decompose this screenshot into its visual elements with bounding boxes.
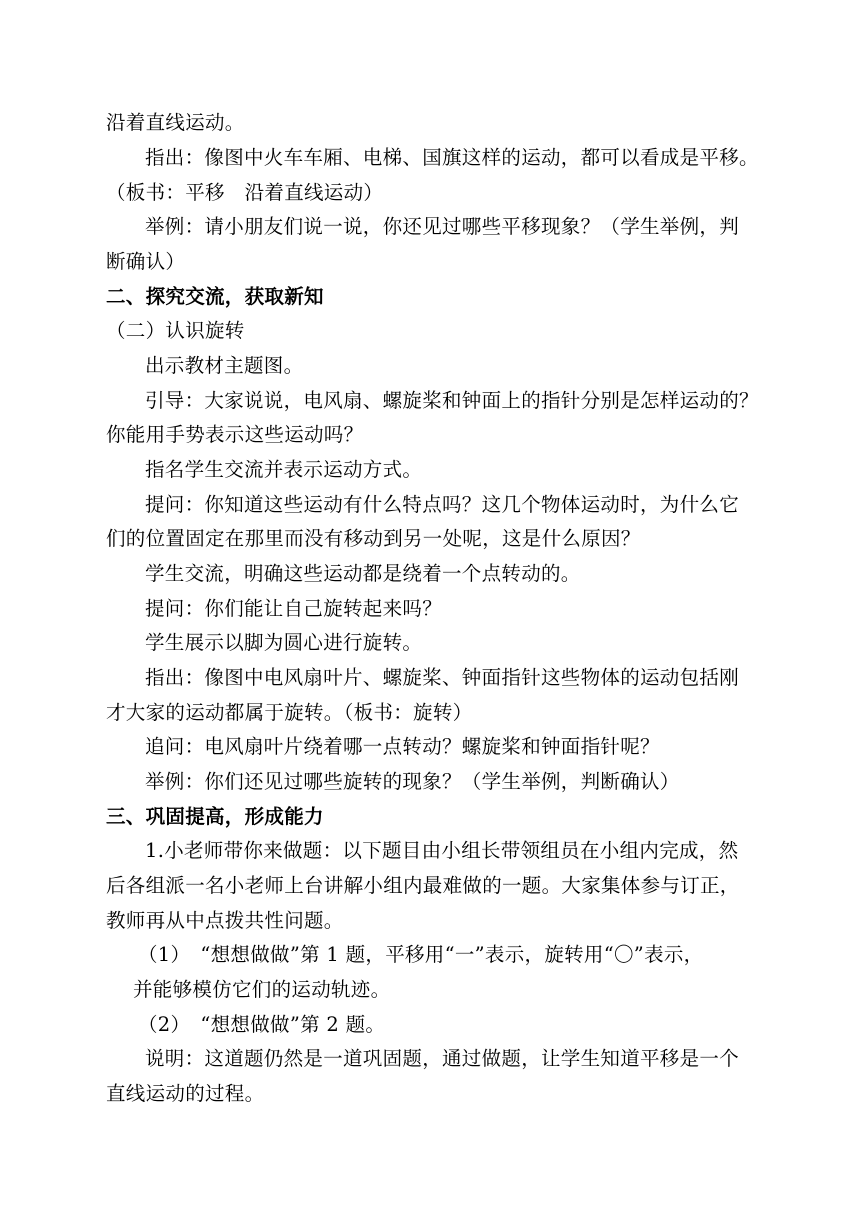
text-line: 指出：像图中火车车厢、电梯、国旗这样的运动，都可以看成是平移。 — [145, 146, 759, 169]
text-line: 1.小老师带你来做题：以下题目由小组长带领组员在小组内完成，然 — [145, 839, 739, 862]
text-line: 举例：你们还见过哪些旋转的现象？（学生举例，判断确认） — [145, 770, 680, 793]
section-heading: 二、探究交流，获取新知 — [106, 285, 324, 308]
subsection-heading: （二）认识旋转 — [106, 319, 245, 342]
text-line: （2） “想想做做”第 2 题。 — [138, 1013, 386, 1036]
text-line: 学生展示以脚为圆心进行旋转。 — [145, 631, 423, 654]
text-line: 教师再从中点拨共性问题。 — [106, 909, 344, 932]
text-line: 说明：这道题仍然是一道巩固题，通过做题，让学生知道平移是一个 — [145, 1047, 740, 1070]
text-line: 举例：请小朋友们说一说，你还见过哪些平移现象？（学生举例，判 — [145, 215, 740, 238]
text-line: 直线运动的过程。 — [106, 1082, 265, 1105]
text-line: 沿着直线运动。 — [106, 111, 245, 134]
text-line: 后各组派一名小老师上台讲解小组内最难做的一题。大家集体参与订正， — [106, 874, 740, 897]
text-line: 学生交流，明确这些运动都是绕着一个点转动的。 — [145, 562, 581, 585]
text-line: 出示教材主题图。 — [145, 354, 304, 377]
text-line: 提问：你们能让自己旋转起来吗？ — [145, 597, 443, 620]
section-heading: 三、巩固提高，形成能力 — [106, 805, 324, 828]
text-line: 你能用手势表示这些运动吗？ — [106, 423, 364, 446]
text-line: （1） “想想做做”第 1 题，平移用“一”表示，旋转用“〇”表示， — [138, 943, 704, 966]
text-line: 指名学生交流并表示运动方式。 — [145, 458, 423, 481]
text-line: 才大家的运动都属于旋转。（板书：旋转） — [106, 701, 473, 724]
text-line: 追问：电风扇叶片绕着哪一点转动？螺旋桨和钟面指针呢？ — [145, 735, 660, 758]
text-line: 指出：像图中电风扇叶片、螺旋桨、钟面指针这些物体的运动包括刚 — [145, 666, 740, 689]
text-line: 引导：大家说说，电风扇、螺旋桨和钟面上的指针分别是怎样运动的？ — [145, 389, 759, 412]
text-line: 断确认） — [106, 250, 186, 273]
text-line: 提问：你知道这些运动有什么特点吗？这几个物体运动时，为什么它 — [145, 493, 740, 516]
text-line: （板书：平移 沿着直线运动） — [106, 181, 384, 204]
text-line: 并能够模仿它们的运动轨迹。 — [133, 978, 391, 1001]
text-line: 们的位置固定在那里而没有移动到另一处呢，这是什么原因？ — [106, 527, 641, 550]
